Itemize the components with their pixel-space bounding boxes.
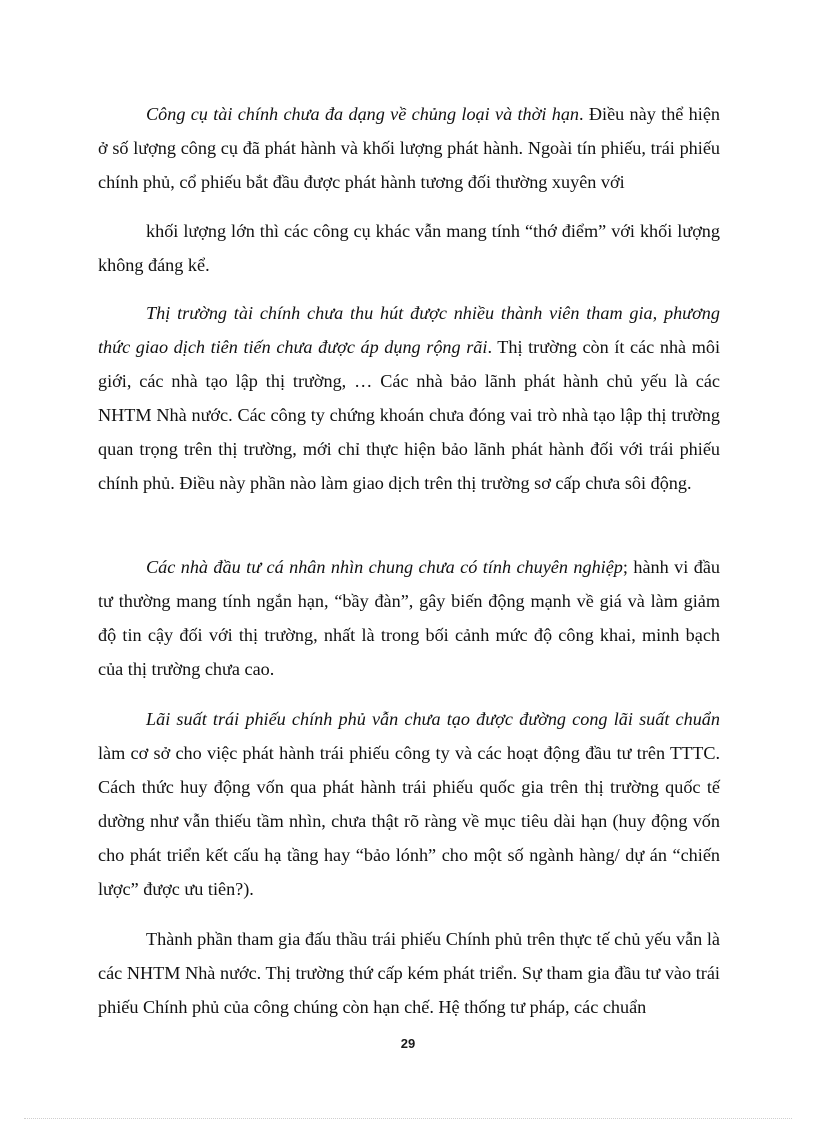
footer-divider: [24, 1118, 792, 1119]
paragraph-heading-italic: Lãi suất trái phiếu chính phủ vẫn chưa tạo được đường cong lãi suất chuẩn: [146, 709, 720, 729]
paragraph-body: . Thị trường còn ít các nhà môi giới, các nhà tạo lập thị trường, … Các nhà bảo lãnh phát hành chủ yếu là các NHTM Nhà nước. Các công ty chứng khoán chưa đóng vai trò nhà tạo lập thị trường quan trọng trên thị trường, mới chỉ thực hiện bảo lãnh phát hành đối với trái phiếu chính phủ. Điều này phần nào làm giao dịch trên thị trường sơ cấp chưa sôi động.: [98, 337, 721, 493]
paragraph-financial-instruments: [98, 97, 720, 199]
paragraph-market-participants: [98, 296, 720, 500]
paragraph-bond-auction-participants: [98, 922, 720, 1024]
paragraph-body: Thành phần tham gia đấu thầu trái phiếu Chính phủ trên thực tế chủ yếu vẫn là các NHTM Nhà nước. Thị trường thứ cấp kém phát triển. Sự tham gia đầu tư vào trái phiếu Chính phủ của công chúng còn hạn chế. Hệ thống tư pháp, các chuẩn: [98, 929, 720, 1017]
paragraph-body: ; hành vi đầu tư thường mang tính ngắn hạn, “bầy đàn”, gây biến động mạnh về giá và làm giảm độ tin cậy đối với thị trường, nhất là trong bối cảnh mức độ công khai, minh bạch của thị trường chưa cao.: [98, 557, 720, 679]
paragraph-body: khối lượng lớn thì các công cụ khác vẫn mang tính “thớ điểm” với khối lượng không đáng kể.: [98, 221, 720, 275]
paragraph-body: . Điều này thể hiện ở số lượng công cụ đã phát hành và khối lượng phát hành. Ngoài tín phiếu, trái phiếu chính phủ, cổ phiếu bắt đầu được phát hành tương đối thường xuyên với: [98, 104, 720, 192]
paragraph-heading-italic: Các nhà đầu tư cá nhân nhìn chung chưa có tính chuyên nghiệp: [146, 557, 623, 577]
paragraph-heading-italic: Thị trường tài chính chưa thu hút được nhiều thành viên tham gia, phương thức giao dịch tiên tiến chưa được áp dụng rộng rãi: [98, 303, 720, 357]
paragraph-volume-continuation: [98, 214, 720, 282]
paragraph-individual-investors: [98, 550, 720, 686]
page-number: 29: [400, 1036, 416, 1051]
paragraph-heading-italic: Công cụ tài chính chưa đa dạng về chủng loại và thời hạn: [146, 104, 580, 124]
paragraph-body: làm cơ sở cho việc phát hành trái phiếu công ty và các hoạt động đầu tư trên TTTC. Cách thức huy động vốn qua phát hành trái phiếu quốc gia trên thị trường quốc tế dường như vẫn thiếu tầm nhìn, chưa thật rõ ràng về mục tiêu dài hạn (huy động vốn cho phát triển kết cấu hạ tầng hay “bảo lónh” cho một số ngành hàng/ dự án “chiến lược” được ưu tiên?).: [98, 743, 720, 899]
paragraph-bond-yield-curve: [98, 702, 720, 906]
